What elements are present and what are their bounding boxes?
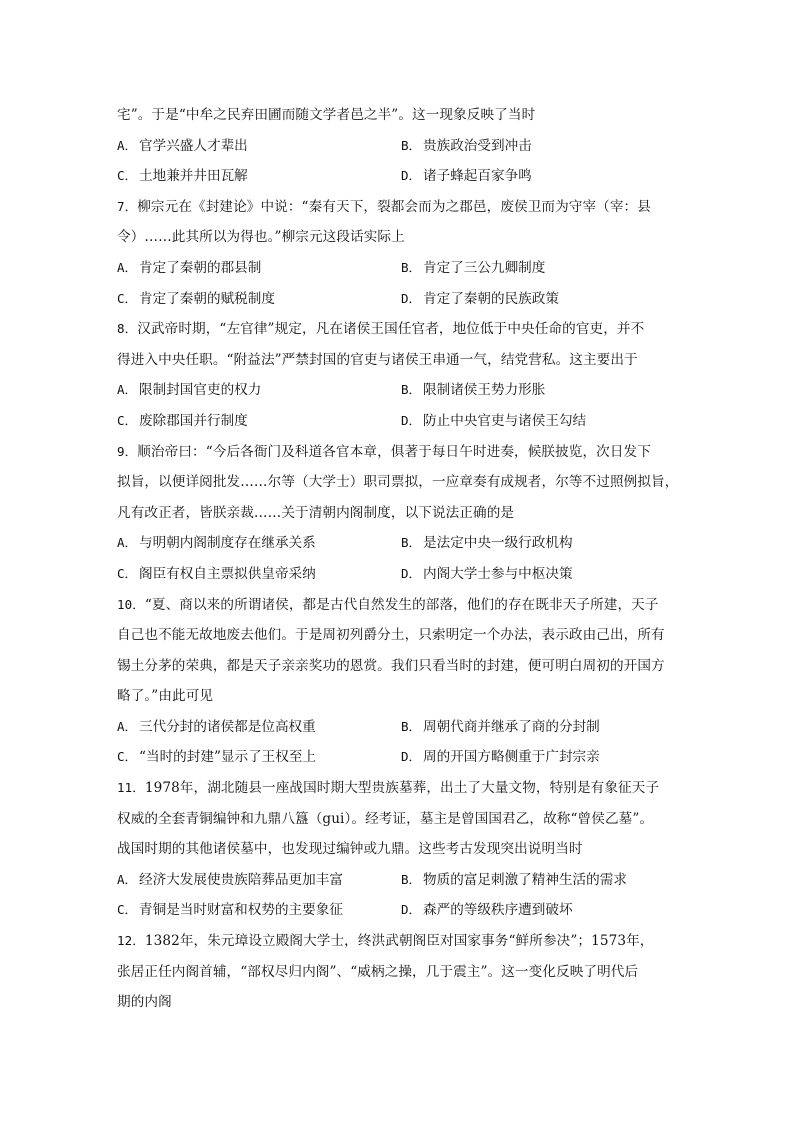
q7-option-b[interactable]: B． 肯定了三公九卿制度 bbox=[401, 259, 546, 276]
q9-stem-line-1: 9．顺治帝曰：“今后各衙门及科道各官本章，俱著于每日午时进奏，候朕披览，次日发下 bbox=[117, 443, 651, 460]
q7-number: 7． bbox=[117, 198, 138, 214]
q10-stem-line-3: 锡土分茅的荣典，都是天子亲亲奖功的恩赏。我们只看当时的封建，便可明白周初的开国方 bbox=[117, 657, 665, 674]
q6-option-c[interactable]: C． 土地兼并井田瓦解 bbox=[117, 168, 248, 185]
q11-number: 11． bbox=[117, 780, 145, 796]
exam-page bbox=[117, 100, 682, 1018]
q10-number: 10． bbox=[117, 596, 145, 612]
q11-option-c[interactable]: C． 青铜是当时财富和权势的主要象征 bbox=[117, 902, 343, 919]
q6-option-a[interactable]: A． 官学兴盛人才辈出 bbox=[117, 137, 248, 154]
q9-number: 9． bbox=[117, 443, 138, 459]
q10-option-c[interactable]: C． “当时的封建”显示了王权至上 bbox=[117, 749, 317, 766]
q12-stem-line-3: 期的内阁 bbox=[117, 994, 172, 1011]
q9-options-row-2 bbox=[117, 559, 682, 590]
q7-options-row-2 bbox=[117, 284, 682, 315]
q10-options-row-2 bbox=[117, 742, 682, 773]
q9-options-row-1 bbox=[117, 528, 682, 559]
q8-stem-line-2: 得进入中央任职。“附益法”严禁封国的官吏与诸侯王串通一气，结党营私。这主要出于 bbox=[117, 351, 638, 368]
q6-option-d[interactable]: D． 诸子蜂起百家争鸣 bbox=[401, 168, 532, 185]
q11-options-row-2 bbox=[117, 895, 682, 926]
q8-option-c[interactable]: C． 废除郡国并行制度 bbox=[117, 412, 248, 429]
q7-option-a[interactable]: A． 肯定了秦朝的郡县制 bbox=[117, 259, 262, 276]
q8-options-row-1 bbox=[117, 375, 682, 406]
q10-options-row-1 bbox=[117, 712, 682, 743]
q10-stem-line-4: 略了。”由此可见 bbox=[117, 688, 214, 705]
q11-stem-line-2: 权威的全套青铜编钟和九鼎八簋（gui）。经考证，墓主是曾国国君乙，故称“曾侯乙墓”。 bbox=[117, 810, 654, 827]
q8-number: 8． bbox=[117, 321, 138, 337]
q10-option-d[interactable]: D． 周的开国方略侧重于广封宗亲 bbox=[401, 749, 600, 766]
q11-option-d[interactable]: D． 森严的等级秩序遭到破坏 bbox=[401, 902, 573, 919]
q9-option-c[interactable]: C． 阁臣有权自主票拟供皇帝采纳 bbox=[117, 565, 316, 582]
q10-stem-line-2: 自己也不能无故地废去他们。于是周初列爵分土，只索明定一个办法，表示政由己出，所有 bbox=[117, 627, 665, 644]
q7-stem-line-1: 7．柳宗元在《封建论》中说：“秦有天下，裂都会而为之郡邑，废侯卫而为守宰（宰：县 bbox=[117, 198, 651, 215]
q7-stem-line-2: 令）……此其所以为得也。”柳宗元这段话实际上 bbox=[117, 229, 405, 246]
q6-options-row-1 bbox=[117, 131, 682, 162]
q11-options-row-1 bbox=[117, 865, 682, 896]
q6-options-row-2 bbox=[117, 161, 682, 192]
q6-option-b[interactable]: B． 贵族政治受到冲击 bbox=[401, 137, 532, 154]
q10-stem-line-1: 10．“夏、商以来的所谓诸侯，都是古代自然发生的部落，他们的存在既非天子所建，天子 bbox=[117, 596, 659, 613]
q7-option-d[interactable]: D． 肯定了秦朝的民族政策 bbox=[401, 290, 559, 307]
q9-option-d[interactable]: D． 内阁大学士参与中枢决策 bbox=[401, 565, 573, 582]
q11-option-a[interactable]: A． 经济大发展使贵族陪葬品更加丰富 bbox=[117, 871, 343, 888]
q11-stem-line-3: 战国时期的其他诸侯墓中，也发现过编钟或九鼎。这些考古发现突出说明当时 bbox=[117, 841, 583, 858]
q9-option-b[interactable]: B． 是法定中央一级行政机构 bbox=[401, 535, 573, 552]
q11-option-b[interactable]: B． 物质的富足刺激了精神生活的需求 bbox=[401, 871, 627, 888]
q9-option-a[interactable]: A． 与明朝内阁制度存在继承关系 bbox=[117, 535, 316, 552]
q8-option-d[interactable]: D． 防止中央官吏与诸侯王勾结 bbox=[401, 412, 587, 429]
q10-option-a[interactable]: A． 三代分封的诸侯都是位高权重 bbox=[117, 718, 316, 735]
q12-stem-line-2: 张居正任内阁首辅，“部权尽归内阁”、“威柄之操，几于震主”。这一变化反映了明代后 bbox=[117, 963, 639, 980]
q7-option-c[interactable]: C． 肯定了秦朝的赋税制度 bbox=[117, 290, 275, 307]
q12-stem-line-1: 12．1382年，朱元璋设立殿阁大学士，终洪武朝阁臣对国家事务“鲜所参决”；1573年， bbox=[117, 933, 654, 950]
q12-number: 12． bbox=[117, 933, 145, 949]
q11-stem-line-1: 11．1978年，湖北随县一座战国时期大型贵族墓葬，出土了大量文物，特别是有象征天子 bbox=[117, 780, 660, 797]
q7-options-row-1 bbox=[117, 253, 682, 284]
q8-option-a[interactable]: A． 限制封国官吏的权力 bbox=[117, 382, 262, 399]
q9-stem-line-2: 拟旨，以便详阅批发……尔等（大学士）职司票拟，一应章奏有成规者，尔等不过照例拟旨， bbox=[117, 474, 679, 491]
q8-options-row-2 bbox=[117, 406, 682, 437]
q6-stem-line: 宅”。于是“中牟之民弃田圃而随文学者邑之半”。这一现象反映了当时 bbox=[117, 107, 536, 123]
q8-option-b[interactable]: B． 限制诸侯王势力形胀 bbox=[401, 382, 546, 399]
q8-stem-line-1: 8．汉武帝时期，“左官律”规定，凡在诸侯王国任官者，地位低于中央任命的官吏，并不 bbox=[117, 321, 645, 338]
q10-option-b[interactable]: B． 周朝代商并继承了商的分封制 bbox=[401, 718, 600, 735]
q9-stem-line-3: 凡有改正者，皆朕亲裁……关于清朝内阁制度，以下说法正确的是 bbox=[117, 504, 515, 521]
